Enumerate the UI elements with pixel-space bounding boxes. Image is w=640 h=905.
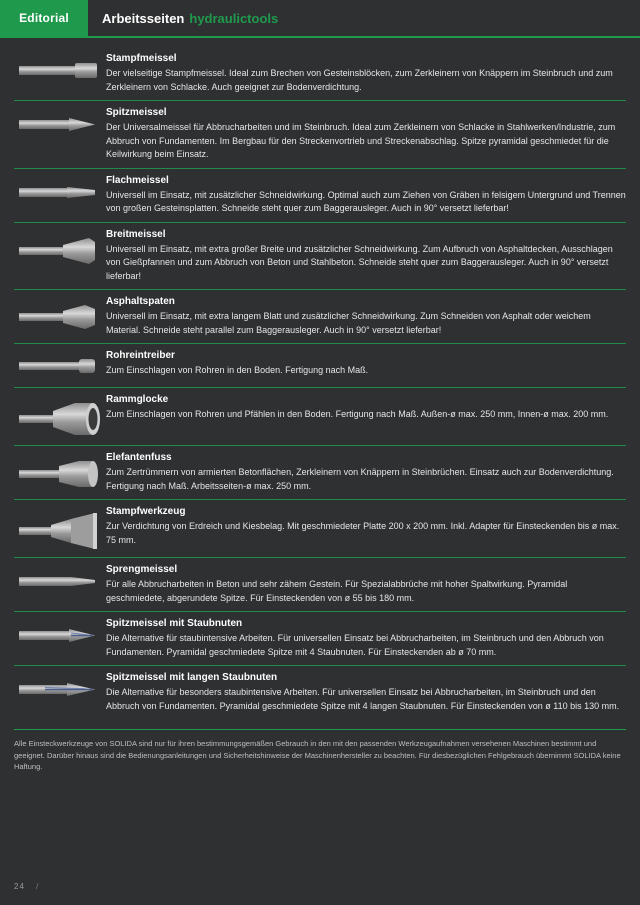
tool-description: Universell im Einsatz, mit zusätzlicher Schneidwirkung. Optimal auch zum Ziehen von Gräben in felsigem Untergrund und Trennen von großen Gesteinsplatten. Schneide steht quer zum Baggerausleger. Auch in 90° versetzt lieferbar! (106, 189, 626, 213)
tool-name: Rohreintreiber (106, 350, 175, 361)
tool-description: Zur Verdichtung von Erdreich und Kiesbelag. Mit geschmiedeter Platte 200 x 200 mm. Inkl. Adapter für Einsteckenden bis ø max. 75 mm. (106, 521, 620, 545)
tool-name: Elefantenfuss (106, 452, 172, 463)
item-divider (14, 665, 626, 666)
tool-name: Sprengmeissel (106, 564, 178, 575)
tool-name: Asphaltspaten (106, 296, 175, 307)
tool-name: Spitzmeissel (106, 107, 167, 118)
tool-list (0, 38, 640, 719)
blasting-chisel-icon (14, 563, 102, 593)
tool-name: Stampfwerkzeug (106, 506, 186, 517)
editorial-tab-label: Editorial (19, 11, 69, 25)
tool-description: Zum Zertrümmern von armierten Betonflächen, Zerkleinern von Knäppern in Steinbrüchen. Einsatz auch zur Bodenverdichtung. Fertigung nach Maß. Arbeitsseiten-ø max. 250 mm. (106, 467, 614, 491)
list-item (0, 665, 640, 719)
item-divider (14, 611, 626, 612)
tool-description: Zum Einschlagen von Rohren und Pfählen in den Boden. Fertigung nach Maß. Außen-ø max. 250 mm, Innen-ø max. 200 mm. (106, 409, 609, 419)
tool-description: Universell im Einsatz, mit extra großer Breite und zusätzlicher Schneidwirkung. Zum Aufbruch von Asphaltdecken, Ausschlagen von Gießpfannen und zum Abbruch von Beton und Stahlbeton. Schneide steht quer zum Baggerausleger. Auch in 90° versetzt lieferbar! (106, 243, 613, 281)
tool-description: Der Universalmeissel für Abbrucharbeiten und im Steinbruch. Ideal zum Zerkleinern von Schlacke in Stahlwerken/Industrie, zum Abbruch von Fundamenten. Im Bergbau für den Streckenvortrieb und Streckenabschlag. Spitze pyramidal geschmiedet für die Keilwirkung beim Einsatz. (106, 122, 616, 159)
tool-name: Breitmeissel (106, 228, 166, 240)
list-item (0, 289, 640, 343)
tool-description: Der vielseitige Stampfmeissel. Ideal zum Brechen von Gesteinsblöcken, zum Zerkleinern von Knäppern im Steinbruch und zum Zerkleinern von Schlacke. Auch geeignet zur Bodenverdichtung. (106, 68, 613, 92)
footer-separator: / (36, 882, 40, 891)
item-divider (14, 557, 626, 558)
tool-name: Rammglocke (106, 394, 169, 405)
elephant-foot-icon (14, 451, 102, 491)
tool-description: Für alle Abbrucharbeiten in Beton und sehr zähem Gestein. Für Spezialabbrüche mit hoher Spaltwirkung. Pyramidal geschmiedete, abgerundete Spitze. Für Einsteckenden von ø 55 bis 180 mm. (106, 579, 568, 603)
list-item (0, 222, 640, 290)
tool-description: Die Alternative für besonders staubintensive Arbeiten. Für universellen Einsatz bei Abbrucharbeiten, im Steinbruch und den Abbruch von Fundamenten. Pyramidal geschmiedete Spitze mit 4 langen Staubnuten. Für Einsteckenden von ø 110 bis 130 mm. (106, 687, 620, 711)
list-item (0, 611, 640, 665)
list-item (0, 46, 640, 100)
page-number: 24 (14, 882, 25, 891)
item-divider (14, 289, 626, 290)
list-item (0, 100, 640, 168)
chisel-asphalt-spade-icon (14, 295, 102, 333)
item-divider (14, 100, 626, 101)
tool-name: Spitzmeissel mit langen Staubnuten (106, 672, 278, 683)
chisel-tamping-icon (14, 52, 102, 84)
item-divider (14, 343, 626, 344)
list-item (0, 557, 640, 611)
tool-description: Zum Einschlagen von Rohren in den Boden. Fertigung nach Maß. (106, 365, 369, 375)
page-footer (14, 882, 39, 891)
tool-description: Die Alternative für staubintensive Arbeiten. Für universellen Einsatz bei Abbrucharbeiten, im Steinbruch und den Abbruch von Fundamenten. Pyramidal geschmiedete Spitze mit 4 Staubnuten. Für Einsteckenden ab ø 70 mm. (106, 633, 604, 657)
chisel-flat-icon (14, 174, 102, 206)
list-item (0, 387, 640, 445)
item-divider (14, 222, 626, 223)
chisel-moil-point-icon (14, 106, 102, 138)
editorial-tab[interactable] (0, 0, 88, 36)
tool-description: Universell im Einsatz, mit extra langem Blatt und zusätzlicher Schneidwirkung. Zum Schneiden von Asphalt oder weichem Material. Schneide steht parallel zum Baggerausleger. Auch in 90° versetzt lieferbar! (106, 311, 591, 335)
moil-point-long-dust-grooves-icon (14, 671, 102, 703)
page-title (88, 0, 640, 36)
pipe-driver-icon (14, 349, 102, 377)
list-item (0, 445, 640, 499)
tool-name: Spitzmeissel mit Staubnuten (106, 618, 243, 629)
item-divider (14, 168, 626, 169)
tamping-plate-icon (14, 505, 102, 551)
item-divider (14, 499, 626, 500)
moil-point-dust-grooves-icon (14, 617, 102, 649)
legal-note: Alle Einsteckwerkzeuge von SOLIDA sind nur für ihren bestimmungsgemäßen Gebrauch in den mit den passenden Werkzeugaufnahmen versehenen Maschinen bestimmt und geeignet. Darüber hinaus sind die Bedienungsanleitungen und Sicherheitshinweise der Maschinenhersteller zu beachten. Für diesbezüglichen Fehlgebrauch übernimmt SOLIDA keine Haftung. (14, 729, 626, 773)
list-item (0, 343, 640, 387)
item-divider (14, 445, 626, 446)
page-title-brand: hydraulictools (189, 10, 279, 26)
chisel-wide-icon (14, 228, 102, 268)
item-divider (14, 387, 626, 388)
page-header (0, 0, 640, 36)
page-title-main: Arbeitsseiten (102, 10, 185, 26)
list-item (0, 499, 640, 557)
tool-name: Flachmeissel (106, 174, 169, 186)
list-item (0, 168, 640, 222)
tool-name: Stampfmeissel (106, 53, 177, 64)
ramming-bell-icon (14, 393, 102, 439)
